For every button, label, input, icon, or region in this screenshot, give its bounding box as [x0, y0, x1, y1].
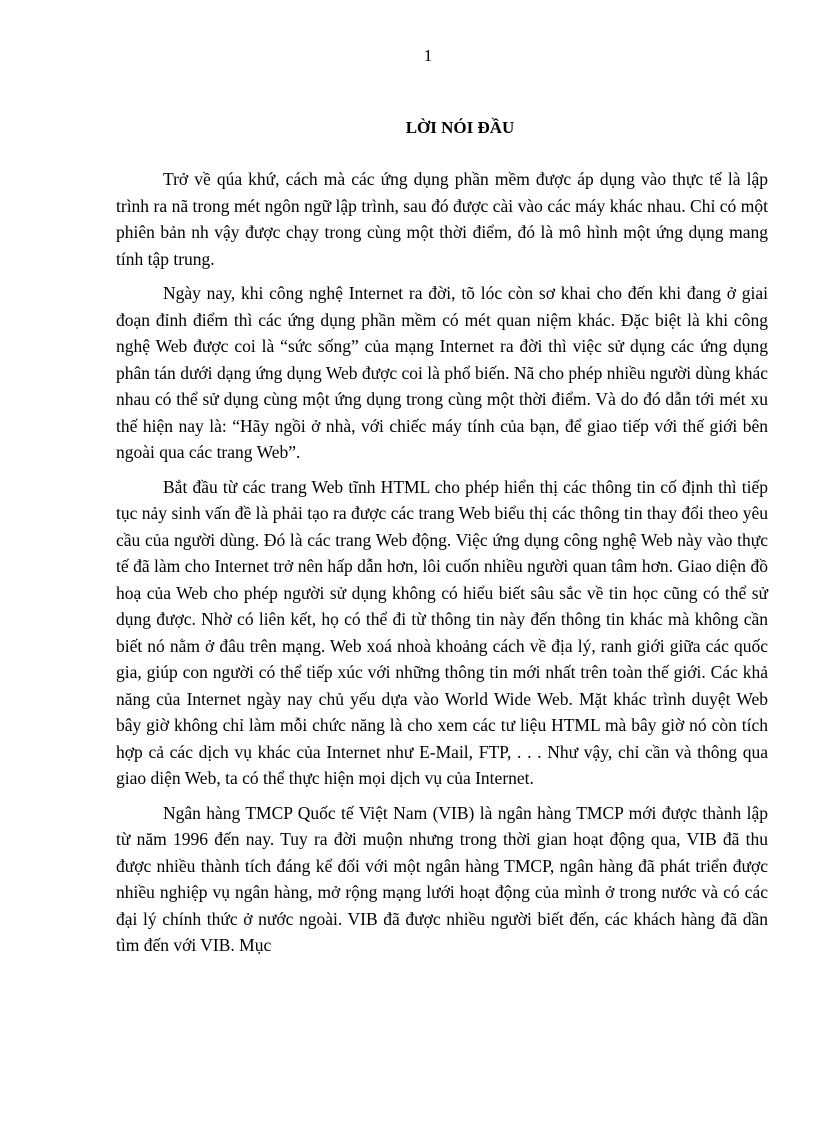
paragraph-1: Trở về qúa khứ, cách mà các ứng dụng phần mềm được áp dụng vào thực tế là lập trình ra nã trong mét ngôn ngữ lập trình, sau đó được cài vào các máy khác nhau. Chỉ có một phiên bản nh vậy được chạy trong cùng một thời điểm, đó là mô hình một ứng dụng mang tính tập trung.: [116, 169, 768, 269]
paragraph-4: Ngân hàng TMCP Quốc tế Việt Nam (VIB) là ngân hàng TMCP mới được thành lập từ năm 1996 đến nay. Tuy ra đời muộn nhưng trong thời gian hoạt động qua, VIB đã thu được nhiều thành tích đáng kể đối với một ngân hàng TMCP, ngân hàng đã phát triển được nhiều nghiệp vụ ngân hàng, mở rộng mạng lưới hoạt động của mình ở trong nước và có các đại lý chính thức ở nước ngoài. VIB đã được nhiều người biết đến, các khách hàng đã dần tìm đến với VIB. Mục: [116, 802, 768, 955]
paragraph-2: Ngày nay, khi công nghệ Internet ra đời, tõ lóc còn sơ khai cho đến khi đang ở giai đoạn đỉnh điểm thì các ứng dụng phần mềm có mét quan niệm khác. Đặc biệt là khi công nghệ Web được coi là “sức sống” của mạng Internet ra đời thì việc sử dụng các ứng dụng phân tán dưới dạng ứng dụng Web được coi là phổ biến. Nã cho phép nhiều người dùng khác nhau có thể sử dụng cùng một ứng dụng trong cùng một thời điểm. Và do đó dẫn tới mét xu thế hiện nay là: “Hãy ngồi ở nhà, với chiếc máy tính của bạn, để giao tiếp với thế giới bên ngoài qua các trang Web”.: [116, 283, 768, 462]
page-number: 1: [423, 46, 433, 65]
page-title: LỜI NÓI ĐẦU: [405, 118, 515, 137]
paragraph-3: Bắt đầu từ các trang Web tĩnh HTML cho phép hiển thị các thông tin cố định thì tiếp tục nảy sinh vấn đề là phải tạo ra được các trang Web biểu thị các thông tin thay đổi theo yêu cầu của người dùng. Đó là các trang Web động. Việc ứng dụng công nghệ Web này vào thực tế đã làm cho Internet trở nên hấp dẫn hơn, lôi cuốn nhiều người quan tâm hơn. Giao diện đồ hoạ của Web cho phép người sử dụng không có hiểu biết sâu sắc về tin học cũng có thể sử dụng được. Nhờ có liên kết, họ có thể đi từ thông tin này đến thông tin khác mà không cần biết nó nằm ở đâu trên mạng. Web xoá nhoà khoảng cách về địa lý, ranh giới giữa các quốc gia, giúp con người có thể tiếp xúc với những thông tin mới nhất trên toàn thế giới. Các khả năng của Internet ngày nay chủ yếu dựa vào World Wide Web. Mặt khác trình duyệt Web bây giờ không chỉ làm mỗi chức năng là cho xem các tư liệu HTML mà bây giờ nó còn tích hợp cả các dịch vụ khác của Internet như E-Mail, FTP, . . . Như vậy, chỉ cần và thông qua giao diện Web, ta có thể thực hiện mọi dịch vụ của Internet.: [116, 476, 768, 788]
body-text: [116, 166, 768, 967]
